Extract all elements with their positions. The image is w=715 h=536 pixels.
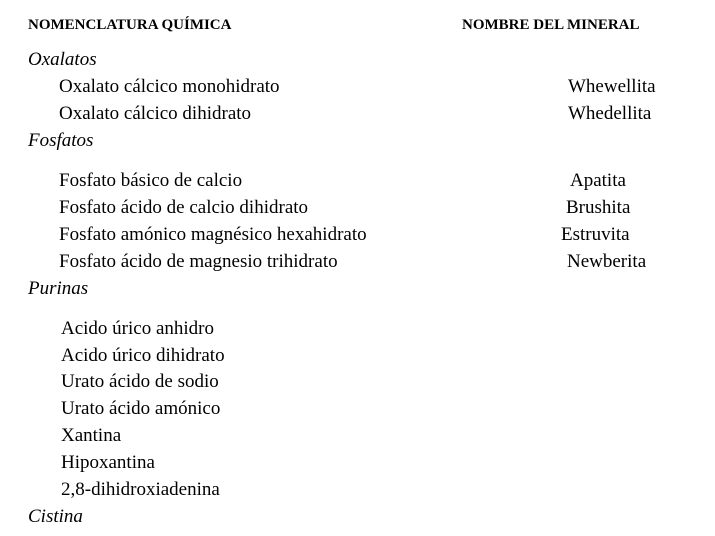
category-purinas: Purinas [28, 278, 89, 299]
table-row [0, 223, 715, 250]
table-row [0, 451, 715, 478]
category-fosfatos: Fosfatos [28, 130, 94, 151]
chemical-name: Oxalato cálcico monohidrato [59, 76, 280, 97]
category-cistina: Cistina [28, 506, 83, 527]
chemical-name: Fosfato básico de calcio [59, 170, 243, 191]
mineral-name: Whedellita [568, 103, 652, 124]
chemical-name: Urato ácido de sodio [61, 371, 219, 392]
mineral-name: Estruvita [561, 224, 630, 245]
column-header-chemical-nomenclature: NOMENCLATURA QUÍMICA [28, 17, 232, 33]
column-header-mineral-name: NOMBRE DEL MINERAL [462, 17, 640, 33]
table-row [0, 75, 715, 102]
chemical-name: 2,8-dihidroxiadenina [61, 479, 220, 500]
table-row [0, 424, 715, 451]
chemical-name: Acido úrico dihidrato [61, 345, 225, 366]
mineral-name: Newberita [567, 251, 647, 272]
mineral-name: Whewellita [568, 76, 656, 97]
chemical-name: Fosfato amónico magnésico hexahidrato [59, 224, 367, 245]
chemical-name: Urato ácido amónico [61, 398, 221, 419]
table-row [0, 169, 715, 196]
chemical-name: Oxalato cálcico dihidrato [59, 103, 252, 124]
chemical-name: Acido úrico anhidro [61, 318, 215, 339]
table-row [0, 478, 715, 505]
table-row [0, 317, 715, 344]
table-row [0, 397, 715, 424]
mineral-name: Apatita [570, 170, 626, 191]
table-row [0, 344, 715, 371]
table-row [0, 250, 715, 277]
table-row [0, 370, 715, 397]
table-row [0, 102, 715, 129]
category-oxalatos: Oxalatos [28, 49, 97, 70]
chemical-name: Fosfato ácido de calcio dihidrato [59, 197, 309, 218]
chemical-name: Hipoxantina [61, 452, 155, 473]
chemical-name: Fosfato ácido de magnesio trihidrato [59, 251, 338, 272]
table-row [0, 196, 715, 223]
mineral-name: Brushita [566, 197, 631, 218]
chemical-name: Xantina [61, 425, 122, 446]
